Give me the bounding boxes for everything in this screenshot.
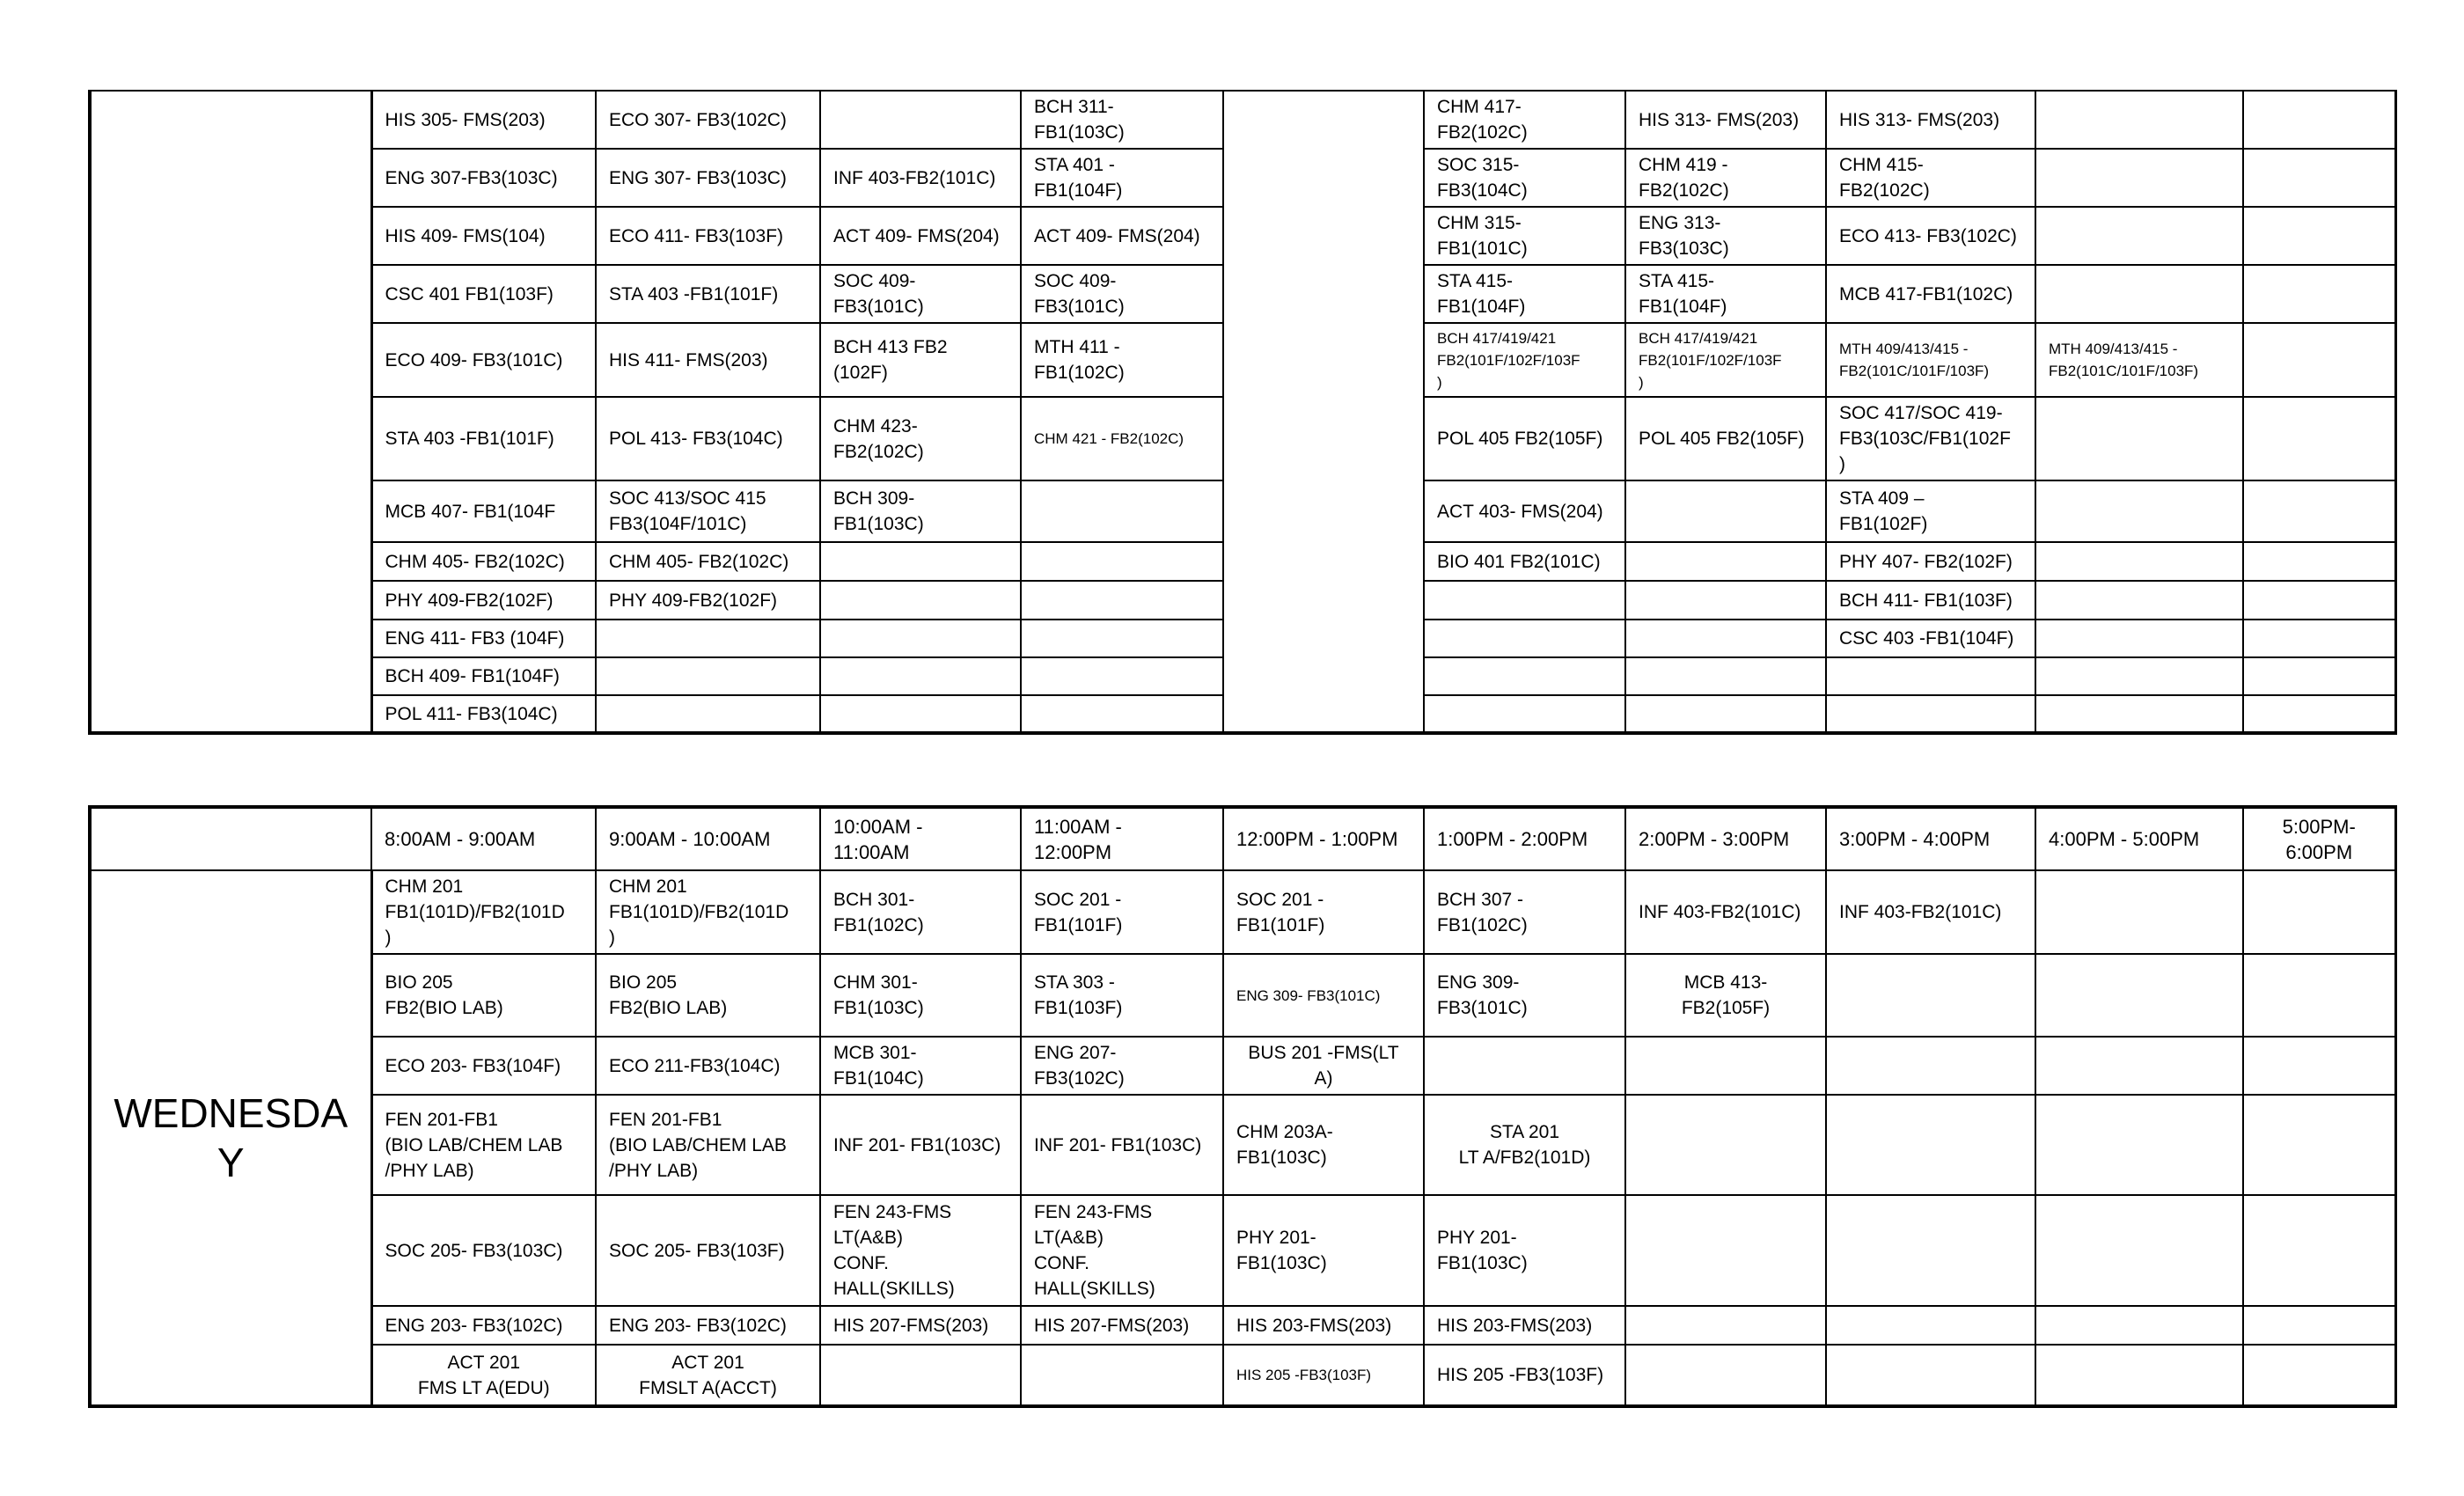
table-cell <box>2035 265 2243 323</box>
table-cell: MTH 409/413/415 - FB2(101C/101F/103F) <box>2035 323 2243 397</box>
table-cell: ACT 403- FMS(204) <box>1424 480 1625 542</box>
table-cell <box>1625 657 1826 695</box>
table-cell: CHM 301- FB1(103C) <box>820 954 1021 1037</box>
table-cell: ACT 201 FMSLT A(ACCT) <box>596 1345 820 1406</box>
table-cell: SOC 205- FB3(103F) <box>596 1195 820 1306</box>
time-slot-header: 3:00PM - 4:00PM <box>1826 807 2035 870</box>
table-cell: STA 201 LT A/FB2(101D) <box>1424 1095 1625 1195</box>
table-cell: STA 409 – FB1(102F) <box>1826 480 2035 542</box>
table-cell: POL 405 FB2(105F) <box>1625 397 1826 480</box>
table-cell <box>1021 542 1223 581</box>
table-cell: ACT 409- FMS(204) <box>1021 207 1223 265</box>
timetable-continued <box>88 90 2397 735</box>
table-cell: BIO 205 FB2(BIO LAB) <box>371 954 596 1037</box>
table-cell <box>2243 542 2395 581</box>
table-cell <box>1424 1037 1625 1095</box>
table-cell <box>1625 1095 1826 1195</box>
table-cell: INF 403-FB2(101C) <box>1826 870 2035 954</box>
table-cell: HIS 313- FMS(203) <box>1826 91 2035 149</box>
table-cell: CHM 201 FB1(101D)/FB2(101D ) <box>596 870 820 954</box>
table-cell <box>1424 581 1625 620</box>
table-cell: ACT 409- FMS(204) <box>820 207 1021 265</box>
table-cell: SOC 409- FB3(101C) <box>820 265 1021 323</box>
table-cell: ENG 309- FB3(101C) <box>1424 954 1625 1037</box>
table-cell <box>1826 1306 2035 1345</box>
table-cell: HIS 205 -FB3(103F) <box>1424 1345 1625 1406</box>
table-cell: ECO 409- FB3(101C) <box>371 323 596 397</box>
table-cell <box>2035 1345 2243 1406</box>
table-cell <box>2243 149 2395 207</box>
time-slot-header: 4:00PM - 5:00PM <box>2035 807 2243 870</box>
table-cell <box>1021 620 1223 657</box>
table-cell <box>596 695 820 733</box>
table-cell <box>820 657 1021 695</box>
table-cell: SOC 409- FB3(101C) <box>1021 265 1223 323</box>
table-cell: CHM 315- FB1(101C) <box>1424 207 1625 265</box>
table-cell <box>2243 207 2395 265</box>
table-cell: INF 201- FB1(103C) <box>1021 1095 1223 1195</box>
table-cell: BCH 417/419/421 FB2(101F/102F/103F ) <box>1424 323 1625 397</box>
table-cell <box>1625 1195 1826 1306</box>
table-cell: PHY 201- FB1(103C) <box>1223 1195 1424 1306</box>
table-cell: ENG 309- FB3(101C) <box>1223 954 1424 1037</box>
table-cell: ECO 203- FB3(104F) <box>371 1037 596 1095</box>
table-cell: STA 403 -FB1(101F) <box>371 397 596 480</box>
time-slot-header: 10:00AM - 11:00AM <box>820 807 1021 870</box>
table-cell <box>2035 542 2243 581</box>
table-cell: ENG 411- FB3 (104F) <box>371 620 596 657</box>
table-cell <box>2035 954 2243 1037</box>
table-cell <box>1625 581 1826 620</box>
table-cell: STA 403 -FB1(101F) <box>596 265 820 323</box>
table-cell: ENG 203- FB3(102C) <box>371 1306 596 1345</box>
table-cell <box>1021 480 1223 542</box>
table-cell <box>820 620 1021 657</box>
table-cell <box>2243 695 2395 733</box>
table-cell <box>1625 1345 1826 1406</box>
table-cell: MCB 407- FB1(104F <box>371 480 596 542</box>
table-cell: MTH 411 - FB1(102C) <box>1021 323 1223 397</box>
table-cell: HIS 411- FMS(203) <box>596 323 820 397</box>
table-cell: BCH 307 - FB1(102C) <box>1424 870 1625 954</box>
table-cell: PHY 201- FB1(103C) <box>1424 1195 1625 1306</box>
table-cell <box>1625 480 1826 542</box>
table-cell: SOC 201 - FB1(101F) <box>1223 870 1424 954</box>
table-cell <box>1021 657 1223 695</box>
table-cell: FEN 201-FB1 (BIO LAB/CHEM LAB /PHY LAB) <box>371 1095 596 1195</box>
table-row <box>90 1345 2395 1406</box>
table-cell <box>820 542 1021 581</box>
table-cell: POL 405 FB2(105F) <box>1424 397 1625 480</box>
table-cell: BIO 205 FB2(BIO LAB) <box>596 954 820 1037</box>
table-cell: BCH 411- FB1(103F) <box>1826 581 2035 620</box>
table-cell: HIS 205 -FB3(103F) <box>1223 1345 1424 1406</box>
table-cell <box>1826 1095 2035 1195</box>
table-row <box>90 1037 2395 1095</box>
table-cell <box>2243 397 2395 480</box>
table-cell: HIS 203-FMS(203) <box>1424 1306 1625 1345</box>
table-cell: HIS 313- FMS(203) <box>1625 91 1826 149</box>
table-cell: FEN 243-FMS LT(A&B) CONF. HALL(SKILLS) <box>1021 1195 1223 1306</box>
table-cell <box>1826 954 2035 1037</box>
table-cell <box>2243 657 2395 695</box>
table-cell <box>2243 323 2395 397</box>
table-cell: CHM 203A- FB1(103C) <box>1223 1095 1424 1195</box>
table-cell: BCH 311- FB1(103C) <box>1021 91 1223 149</box>
table-cell: FEN 243-FMS LT(A&B) CONF. HALL(SKILLS) <box>820 1195 1021 1306</box>
table-cell: ECO 413- FB3(102C) <box>1826 207 2035 265</box>
table-cell: HIS 305- FMS(203) <box>371 91 596 149</box>
table-cell: CHM 423- FB2(102C) <box>820 397 1021 480</box>
table-cell: HIS 207-FMS(203) <box>1021 1306 1223 1345</box>
table-cell <box>1424 657 1625 695</box>
table-cell: BCH 301- FB1(102C) <box>820 870 1021 954</box>
table-cell: ENG 307- FB3(103C) <box>596 149 820 207</box>
table-cell <box>1625 620 1826 657</box>
table-cell: ENG 313- FB3(103C) <box>1625 207 1826 265</box>
table-cell: STA 415- FB1(104F) <box>1424 265 1625 323</box>
table-cell <box>2243 1095 2395 1195</box>
table-cell: STA 415- FB1(104F) <box>1625 265 1826 323</box>
table-cell <box>2243 265 2395 323</box>
table-row <box>90 870 2395 954</box>
time-slot-header: 8:00AM - 9:00AM <box>371 807 596 870</box>
table-cell <box>2243 91 2395 149</box>
table-cell: BCH 309- FB1(103C) <box>820 480 1021 542</box>
table-row <box>90 954 2395 1037</box>
table-cell: POL 413- FB3(104C) <box>596 397 820 480</box>
table-cell <box>2243 1345 2395 1406</box>
time-slot-header: 1:00PM - 2:00PM <box>1424 807 1625 870</box>
table-cell <box>2243 581 2395 620</box>
table-cell <box>1625 695 1826 733</box>
table-row <box>90 91 2395 149</box>
table-cell <box>2243 620 2395 657</box>
table-cell <box>1826 657 2035 695</box>
time-slot-header: 11:00AM - 12:00PM <box>1021 807 1223 870</box>
table-cell <box>2035 620 2243 657</box>
table-cell: FEN 201-FB1 (BIO LAB/CHEM LAB /PHY LAB) <box>596 1095 820 1195</box>
table-cell: INF 403-FB2(101C) <box>820 149 1021 207</box>
table-cell <box>2035 870 2243 954</box>
table-cell: SOC 417/SOC 419- FB3(103C/FB1(102F ) <box>1826 397 2035 480</box>
table-cell <box>1424 695 1625 733</box>
table-cell: CHM 405- FB2(102C) <box>371 542 596 581</box>
time-slot-header: 9:00AM - 10:00AM <box>596 807 820 870</box>
table-cell <box>2243 1306 2395 1345</box>
table-cell <box>1826 1345 2035 1406</box>
time-slot-header: 2:00PM - 3:00PM <box>1625 807 1826 870</box>
table-cell <box>1625 1037 1826 1095</box>
table-cell <box>1021 1345 1223 1406</box>
table-cell: SOC 201 - FB1(101F) <box>1021 870 1223 954</box>
table-cell: BCH 413 FB2 (102F) <box>820 323 1021 397</box>
table-cell: CHM 421 - FB2(102C) <box>1021 397 1223 480</box>
table-cell <box>2243 480 2395 542</box>
table-cell <box>1424 620 1625 657</box>
table-row <box>90 1306 2395 1345</box>
table-cell: BCH 409- FB1(104F) <box>371 657 596 695</box>
table-cell: PHY 409-FB2(102F) <box>371 581 596 620</box>
table-cell: ACT 201 FMS LT A(EDU) <box>371 1345 596 1406</box>
table-cell <box>2035 397 2243 480</box>
table-cell <box>2035 1095 2243 1195</box>
table-cell: BUS 201 -FMS(LT A) <box>1223 1037 1424 1095</box>
table-cell: CHM 201 FB1(101D)/FB2(101D ) <box>371 870 596 954</box>
time-slot-header: 5:00PM- 6:00PM <box>2243 807 2395 870</box>
table-cell: POL 411- FB3(104C) <box>371 695 596 733</box>
table-cell: INF 201- FB1(103C) <box>820 1095 1021 1195</box>
table-cell <box>820 581 1021 620</box>
table-cell: CSC 401 FB1(103F) <box>371 265 596 323</box>
table-cell <box>1021 581 1223 620</box>
table-cell <box>2243 954 2395 1037</box>
table-cell: SOC 413/SOC 415 FB3(104F/101C) <box>596 480 820 542</box>
corner-cell <box>90 807 371 870</box>
table-cell: HIS 409- FMS(104) <box>371 207 596 265</box>
table-cell: SOC 315- FB3(104C) <box>1424 149 1625 207</box>
table-cell <box>2035 581 2243 620</box>
table-cell <box>2035 207 2243 265</box>
day-label: WEDNESDA Y <box>90 870 371 1406</box>
table-cell: ENG 307-FB3(103C) <box>371 149 596 207</box>
table-cell <box>2035 1306 2243 1345</box>
header-row <box>90 807 2395 870</box>
table-cell <box>2243 1037 2395 1095</box>
table-cell: ECO 211-FB3(104C) <box>596 1037 820 1095</box>
table-cell <box>1625 542 1826 581</box>
table-cell <box>1826 695 2035 733</box>
table-cell: ECO 411- FB3(103F) <box>596 207 820 265</box>
table-cell: MTH 409/413/415 - FB2(101C/101F/103F) <box>1826 323 2035 397</box>
table-cell: CHM 419 - FB2(102C) <box>1625 149 1826 207</box>
timetable-wednesday <box>88 805 2397 1408</box>
table-cell: HIS 207-FMS(203) <box>820 1306 1021 1345</box>
table-cell <box>820 1345 1021 1406</box>
table-cell <box>596 620 820 657</box>
table-cell <box>2035 91 2243 149</box>
table-cell: MCB 417-FB1(102C) <box>1826 265 2035 323</box>
table-cell: CHM 415- FB2(102C) <box>1826 149 2035 207</box>
table-cell: STA 303 - FB1(103F) <box>1021 954 1223 1037</box>
table-cell: HIS 203-FMS(203) <box>1223 1306 1424 1345</box>
table-cell <box>1826 1037 2035 1095</box>
table-cell <box>1826 1195 2035 1306</box>
table-cell: ENG 207- FB3(102C) <box>1021 1037 1223 1095</box>
table-cell <box>1021 695 1223 733</box>
day-cell <box>90 91 371 733</box>
table-cell <box>2035 695 2243 733</box>
table-cell <box>2035 657 2243 695</box>
table-cell <box>596 657 820 695</box>
table-cell <box>820 695 1021 733</box>
time-slot-header: 12:00PM - 1:00PM <box>1223 807 1424 870</box>
table-cell <box>2243 870 2395 954</box>
table-cell <box>2035 480 2243 542</box>
table-cell <box>2035 1037 2243 1095</box>
table-cell <box>2243 1195 2395 1306</box>
table-cell: BCH 417/419/421 FB2(101F/102F/103F ) <box>1625 323 1826 397</box>
table-cell <box>2035 1195 2243 1306</box>
table-cell: PHY 409-FB2(102F) <box>596 581 820 620</box>
table-cell: INF 403-FB2(101C) <box>1625 870 1826 954</box>
table-row <box>90 1095 2395 1195</box>
table-cell: BIO 401 FB2(101C) <box>1424 542 1625 581</box>
table-cell: CSC 403 -FB1(104F) <box>1826 620 2035 657</box>
table-row <box>90 1195 2395 1306</box>
lunch-cell <box>1223 91 1424 733</box>
table-cell <box>2035 149 2243 207</box>
table-cell: CHM 417- FB2(102C) <box>1424 91 1625 149</box>
table-cell <box>1625 1306 1826 1345</box>
table-cell: ENG 203- FB3(102C) <box>596 1306 820 1345</box>
table-cell: SOC 205- FB3(103C) <box>371 1195 596 1306</box>
table-cell: ECO 307- FB3(102C) <box>596 91 820 149</box>
table-cell: PHY 407- FB2(102F) <box>1826 542 2035 581</box>
table-cell <box>820 91 1021 149</box>
table-cell: MCB 413- FB2(105F) <box>1625 954 1826 1037</box>
table-cell: MCB 301- FB1(104C) <box>820 1037 1021 1095</box>
table-cell: CHM 405- FB2(102C) <box>596 542 820 581</box>
table-cell: STA 401 - FB1(104F) <box>1021 149 1223 207</box>
